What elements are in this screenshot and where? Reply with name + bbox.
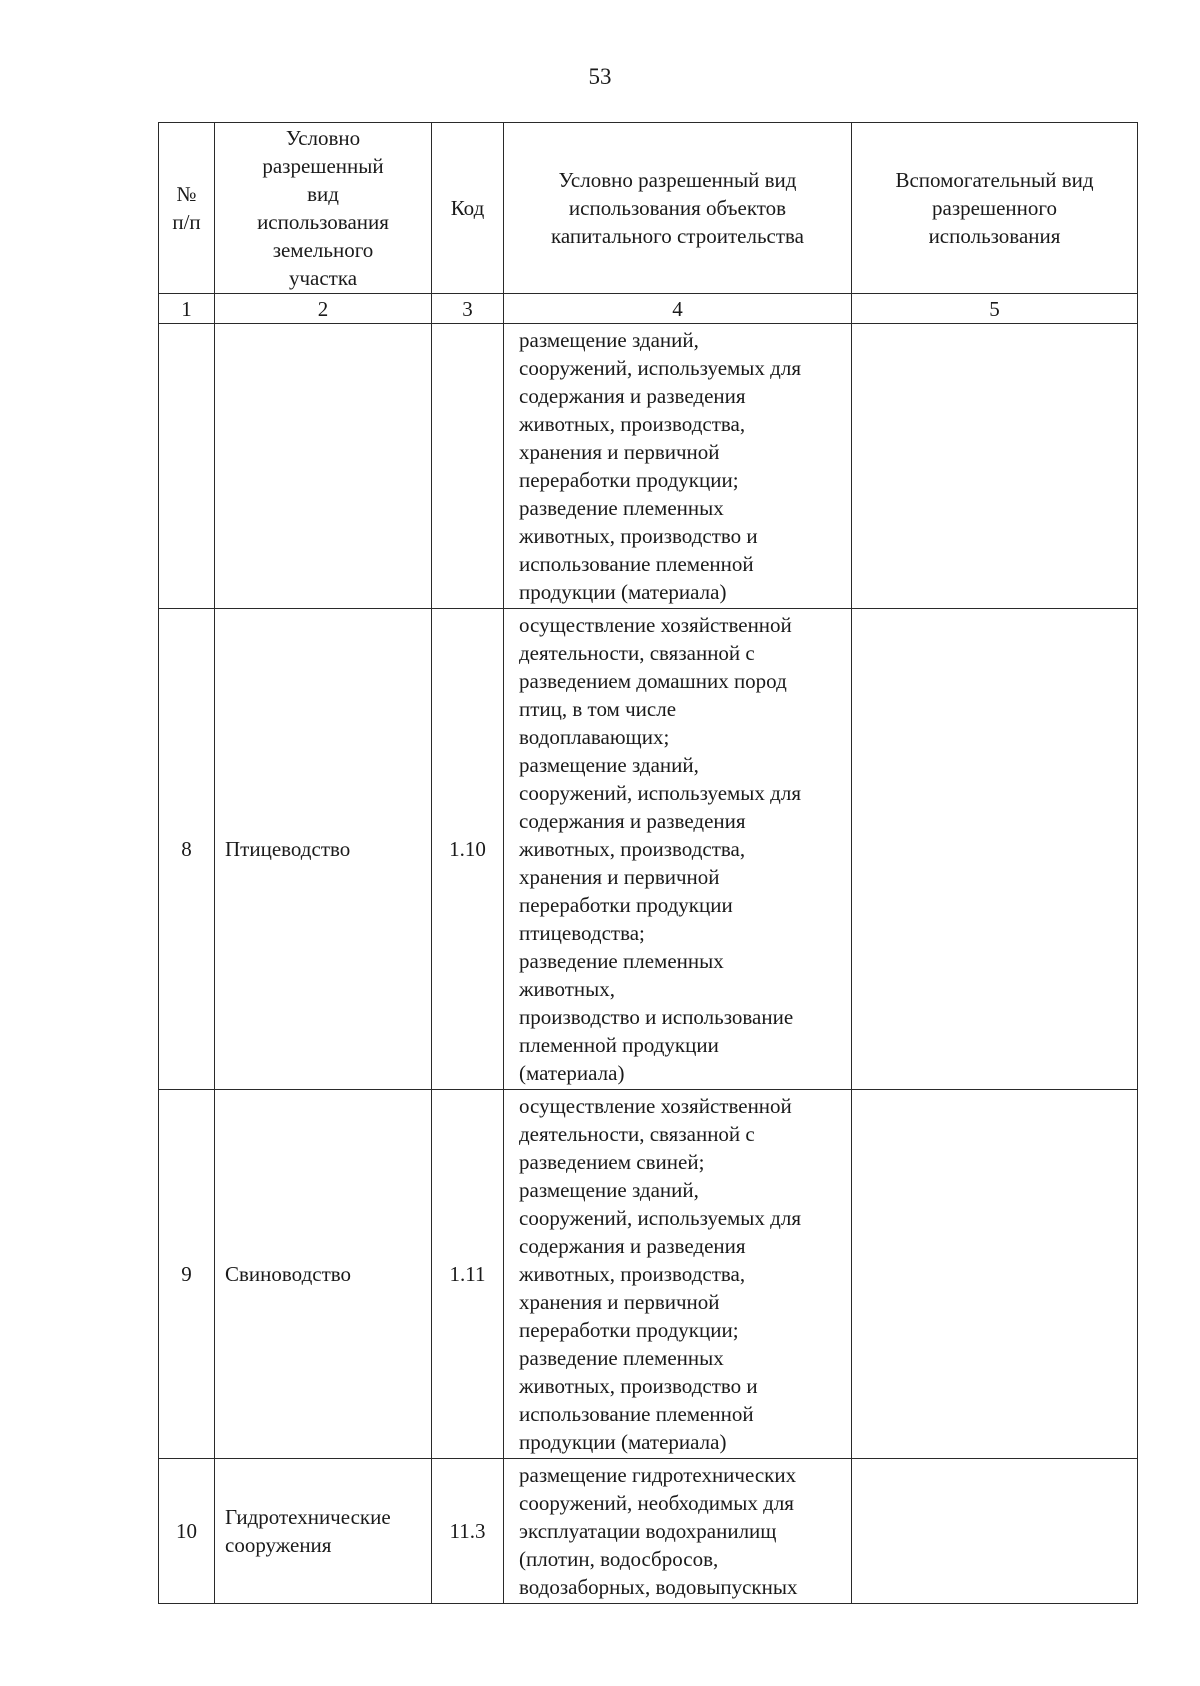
land-use-type-line: сооружения — [225, 1533, 332, 1557]
description-line: разведением домашних пород — [519, 669, 787, 693]
column-number-row — [159, 294, 1138, 324]
description-line: птицеводства; — [519, 921, 645, 945]
column-number: 3 — [432, 294, 504, 324]
description-line: животных, производство и — [519, 1374, 758, 1398]
description-line: содержания и разведения — [519, 809, 746, 833]
header-aux-line: разрешенного — [932, 196, 1057, 220]
use-code: 1.10 — [432, 609, 504, 1090]
description-line: продукции (материала) — [519, 580, 727, 604]
description-line: животных, производства, — [519, 837, 746, 861]
header-name-line: использования — [257, 210, 389, 234]
description-line: сооружений, необходимых для — [519, 1491, 794, 1515]
header-num — [159, 123, 215, 294]
header-desc-line: капитального строительства — [551, 224, 804, 248]
land-use-type — [215, 1090, 432, 1459]
land-use-type-line: Гидротехнические — [225, 1505, 391, 1529]
description-line: животных, — [519, 977, 616, 1001]
page-number: 53 — [588, 64, 612, 89]
header-row — [159, 123, 1138, 294]
header-desc-line: использования объектов — [568, 196, 787, 220]
column-number: 5 — [852, 294, 1138, 324]
header-desc — [504, 123, 852, 294]
capital-construction-use — [504, 609, 852, 1090]
description-line: переработки продукции; — [519, 468, 739, 492]
description-line: размещение зданий, — [519, 753, 699, 777]
land-use-type — [215, 609, 432, 1090]
description-line: животных, производство и — [519, 524, 758, 548]
description-line: хранения и первичной — [519, 1290, 720, 1314]
description-line: переработки продукции; — [519, 1318, 739, 1342]
description-line: (плотин, водосбросов, — [519, 1547, 719, 1571]
description-line: осуществление хозяйственной — [519, 1094, 792, 1118]
row-number: 10 — [159, 1459, 215, 1604]
header-code-text: Код — [450, 196, 485, 220]
column-number: 4 — [504, 294, 852, 324]
table-row — [159, 1459, 1138, 1604]
description-line: использование племенной — [519, 1402, 754, 1426]
header-name-line: участка — [288, 266, 358, 290]
capital-construction-use — [504, 324, 852, 609]
description-line: племенной продукции — [519, 1033, 719, 1057]
description-line: разведением свиней; — [519, 1150, 705, 1174]
description-line: содержания и разведения — [519, 384, 746, 408]
header-num-line: № — [176, 182, 197, 206]
description-line: разведение племенных — [519, 496, 724, 520]
description-line: животных, производства, — [519, 412, 746, 436]
description-line: продукции (материала) — [519, 1430, 727, 1454]
description-line: производство и использование — [519, 1005, 794, 1029]
land-use-type-line: Свиноводство — [225, 1262, 352, 1286]
description-line: птиц, в том числе — [519, 697, 677, 721]
auxiliary-use — [852, 609, 1138, 1090]
description-line: размещение гидротехнических — [519, 1463, 797, 1487]
description-line: водоплавающих; — [519, 725, 670, 749]
description-line: (материала) — [519, 1061, 625, 1085]
row-number — [159, 324, 215, 609]
description-line: использование племенной — [519, 552, 754, 576]
description-line: разведение племенных — [519, 949, 724, 973]
auxiliary-use — [852, 1459, 1138, 1604]
header-name — [215, 123, 432, 294]
use-code: 1.11 — [432, 1090, 504, 1459]
description-line: сооружений, используемых для — [519, 1206, 801, 1230]
header-code — [432, 123, 504, 294]
header-name-line: Условно — [285, 126, 361, 150]
capital-construction-use — [504, 1090, 852, 1459]
description-line: животных, производства, — [519, 1262, 746, 1286]
column-number: 1 — [159, 294, 215, 324]
description-line: размещение зданий, — [519, 328, 699, 352]
description-line: осуществление хозяйственной — [519, 613, 792, 637]
header-desc-line: Условно разрешенный вид — [558, 168, 797, 192]
description-line: эксплуатации водохранилищ — [519, 1519, 777, 1543]
header-aux-line: Вспомогательный вид — [895, 168, 1094, 192]
description-line: хранения и первичной — [519, 440, 720, 464]
table-row — [159, 324, 1138, 609]
land-use-type-line: Птицеводство — [225, 837, 351, 861]
row-number: 9 — [159, 1090, 215, 1459]
use-code — [432, 324, 504, 609]
description-line: водозаборных, водовыпускных — [519, 1575, 798, 1599]
description-line: сооружений, используемых для — [519, 356, 801, 380]
land-use-type — [215, 324, 432, 609]
description-line: содержания и разведения — [519, 1234, 746, 1258]
header-aux-line: использования — [928, 224, 1061, 248]
description-line: деятельности, связанной с — [519, 641, 755, 665]
header-num-line: п/п — [172, 210, 201, 234]
row-number: 8 — [159, 609, 215, 1090]
land-use-table — [158, 122, 1138, 1604]
description-line: деятельности, связанной с — [519, 1122, 755, 1146]
land-use-type — [215, 1459, 432, 1604]
auxiliary-use — [852, 324, 1138, 609]
description-line: сооружений, используемых для — [519, 781, 801, 805]
auxiliary-use — [852, 1090, 1138, 1459]
description-line: разведение племенных — [519, 1346, 724, 1370]
header-name-line: земельного — [272, 238, 374, 262]
header-name-line: разрешенный — [262, 154, 384, 178]
description-line: переработки продукции — [519, 893, 733, 917]
header-aux — [852, 123, 1138, 294]
description-line: размещение зданий, — [519, 1178, 699, 1202]
column-number: 2 — [215, 294, 432, 324]
capital-construction-use — [504, 1459, 852, 1604]
use-code: 11.3 — [432, 1459, 504, 1604]
description-line: хранения и первичной — [519, 865, 720, 889]
table-row — [159, 1090, 1138, 1459]
table-body — [159, 324, 1138, 1604]
header-name-line: вид — [307, 182, 339, 206]
table-row — [159, 609, 1138, 1090]
